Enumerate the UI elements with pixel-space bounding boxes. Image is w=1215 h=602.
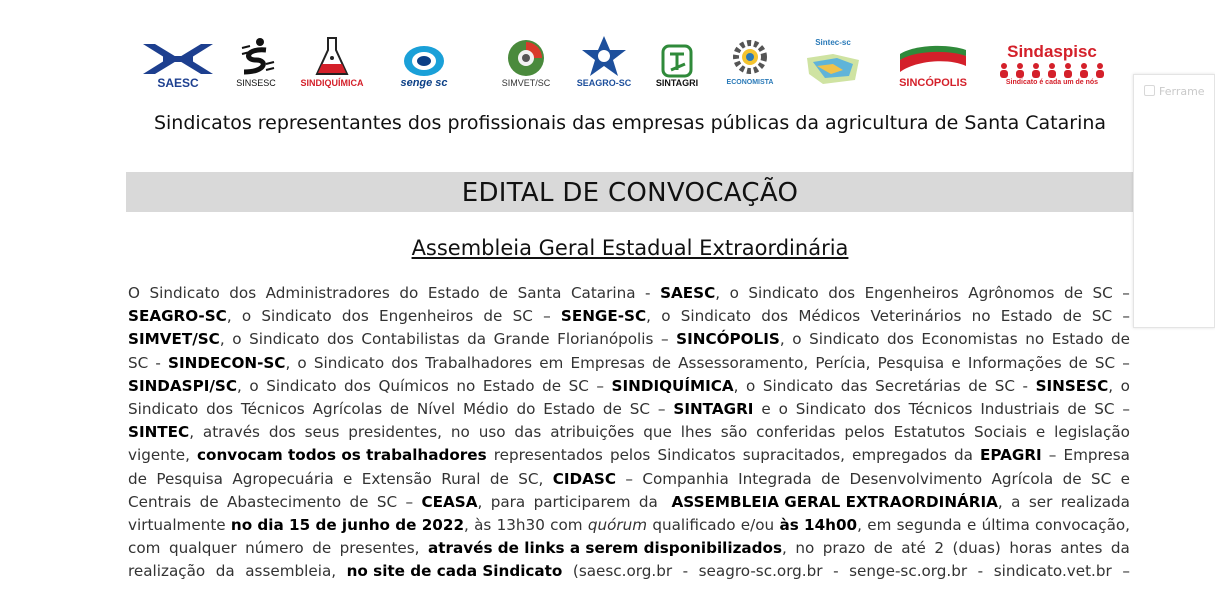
body-word: -: [977, 562, 984, 581]
body-word: Abastecimento: [226, 492, 342, 511]
body-word: prazo: [822, 539, 866, 558]
body-word: Agrônomos: [968, 284, 1055, 302]
body-word: Veterinários: [870, 307, 962, 326]
body-word: lhes: [680, 423, 712, 442]
body-word: conferidas: [756, 423, 836, 442]
body-word: SC: [1092, 284, 1113, 302]
sintagri-caption: SINTAGRI: [655, 78, 699, 88]
body-word: dos: [268, 423, 296, 442]
body-word: através: [202, 423, 260, 442]
body-word: SC: [629, 399, 650, 418]
body-word: com: [128, 539, 161, 558]
body-word: no: [971, 307, 991, 326]
body-word: dos: [229, 284, 257, 302]
body-word: –: [596, 376, 604, 395]
body-word: Sindicato: [261, 307, 332, 326]
body-word: -: [833, 562, 839, 581]
body-word: –: [543, 307, 551, 326]
body-word: horas: [1009, 539, 1052, 558]
body-line: [128, 444, 1130, 467]
body-word: de: [489, 469, 509, 488]
body-word: –: [405, 492, 414, 511]
body-word: Companhia: [642, 469, 729, 488]
body-word: de: [602, 399, 622, 418]
body-line: [128, 468, 1130, 491]
body-word: SAESC,: [660, 284, 721, 302]
body-word: qualquer: [168, 539, 237, 558]
sinsesc-logo: [230, 28, 282, 88]
body-word: ser: [1028, 492, 1053, 511]
body-word: Extensão: [361, 469, 432, 488]
document-title: EDITAL DE CONVOCAÇÃO: [461, 178, 799, 208]
body-word: Sindicato: [249, 330, 320, 349]
body-word: Médicos: [798, 307, 861, 326]
body-word: Santa: [517, 284, 562, 302]
body-word: –: [657, 399, 666, 418]
body-word: e: [951, 353, 961, 372]
body-word: da: [953, 446, 973, 465]
body-word: SC: [512, 307, 533, 326]
sintec-caption: Sintec-sc: [815, 38, 851, 47]
body-word: uso: [478, 423, 506, 442]
body-word: CEASA,: [421, 492, 483, 511]
body-word: (duas): [952, 539, 1001, 558]
body-word: de: [1062, 307, 1082, 326]
body-word: –: [625, 469, 633, 488]
body-word: de: [489, 284, 509, 302]
body-word: Economistas: [921, 330, 1018, 349]
body-word: o: [778, 399, 788, 418]
body-word: Sindicato: [762, 376, 834, 395]
tools-side-panel[interactable]: [1133, 74, 1215, 328]
body-word: o: [297, 353, 307, 372]
body-line: [128, 328, 1130, 351]
body-word: Empresa: [1063, 446, 1130, 465]
body-word: Secretárias: [875, 376, 961, 395]
body-line: [128, 375, 1130, 398]
body-word: Estado: [543, 399, 595, 418]
body-word: número: [245, 539, 304, 558]
body-word: Estado: [427, 284, 480, 302]
body-word: (saesc.org.br: [572, 562, 673, 581]
body-word: em: [539, 353, 564, 372]
body-word: SINCÓPOLIS,: [676, 330, 785, 349]
body-word: Perícia,: [815, 353, 871, 372]
simvet-caption: SIMVET/SC: [501, 78, 551, 88]
body-word: Sindicato: [313, 353, 385, 372]
body-word: Assessoramento,: [678, 353, 809, 372]
body-word: –: [1122, 284, 1130, 302]
saesc-logo: [138, 28, 218, 88]
union-logos-row: [128, 28, 1118, 92]
body-word: dos: [828, 284, 856, 302]
body-word: dos: [761, 307, 789, 326]
body-word: através de links a serem disponibilizados,: [428, 539, 787, 558]
body-word: o: [792, 330, 802, 349]
body-line: [128, 305, 1130, 328]
body-word: SINTEC,: [128, 423, 195, 442]
tools-icon: [1144, 85, 1155, 96]
body-word: –: [1122, 353, 1130, 372]
sintagri-logo: [652, 28, 702, 88]
body-word: Sindicato: [149, 284, 220, 302]
sintec-logo: [796, 28, 870, 88]
body-word: –: [1122, 399, 1130, 418]
sindiquimica-caption: SINDIQUÍMICA: [300, 78, 364, 88]
body-word: convocação,: [1035, 515, 1130, 534]
body-word: Sindicato: [128, 399, 199, 418]
body-word: SC: [568, 376, 589, 395]
body-word: vigente,: [128, 446, 190, 465]
body-word: SC: [1094, 353, 1116, 372]
body-word: e: [343, 469, 353, 488]
body-word: SC: [128, 353, 149, 372]
body-word: de: [1062, 469, 1082, 488]
body-word: atribuições: [550, 423, 635, 442]
sinsesc-caption: SINSESC: [236, 78, 276, 88]
body-line: [128, 398, 1130, 421]
body-word: de: [390, 399, 410, 418]
body-word: da: [215, 562, 235, 581]
body-word: Sindicato: [680, 307, 751, 326]
body-word: SINDIQUÍMICA,: [611, 376, 739, 395]
body-word: senge-sc.org.br: [849, 562, 968, 581]
body-word: quórum: [587, 515, 648, 534]
body-word: SC: [1091, 307, 1113, 326]
body-word: seus: [304, 423, 340, 442]
body-word: e: [1120, 469, 1130, 488]
body-word: SC: [994, 376, 1015, 395]
body-word: SINSESC,: [1035, 376, 1114, 395]
body-word: de: [199, 492, 219, 511]
body-word: de: [873, 539, 893, 558]
body-word: ASSEMBLEIA GERAL EXTRAORDINÁRIA,: [666, 492, 1003, 511]
body-word: –: [660, 330, 669, 349]
economista-logo: [720, 28, 780, 88]
body-word: SC: [1090, 469, 1112, 488]
body-word: Rural: [441, 469, 481, 488]
body-line: [128, 282, 1130, 305]
body-word: O: [128, 284, 140, 302]
body-word: de: [542, 376, 562, 395]
document-subtitle: Sindicatos representantes dos profissionais das empresas públicas da agricultura de Santa Catarina: [153, 112, 1107, 134]
body-word: até: [901, 539, 926, 558]
senge-logo: [386, 28, 462, 88]
body-word: participarem: [533, 492, 631, 511]
body-word: assembleia,: [245, 562, 337, 581]
body-word: no site de cada Sindicato: [346, 562, 563, 581]
body-word: 2: [934, 539, 945, 558]
body-word: Sociais: [974, 423, 1027, 442]
body-word: o: [661, 307, 671, 326]
body-word: de: [349, 492, 369, 511]
body-word: dos: [873, 399, 901, 418]
body-word: Técnicos: [240, 399, 305, 418]
body-word: SC: [376, 492, 398, 511]
body-word: das: [514, 423, 542, 442]
body-word: -: [645, 284, 651, 302]
body-word: antes: [1060, 539, 1103, 558]
sindaspi-caption: Sindaspisc: [1007, 42, 1097, 61]
body-word: e/ou: [740, 515, 775, 534]
body-word: última: [981, 515, 1030, 534]
body-word: Engenheiros: [378, 307, 474, 326]
body-word: dos: [206, 399, 233, 418]
body-word: dos: [326, 330, 354, 349]
body-word: de: [968, 376, 988, 395]
body-word: Médio: [462, 399, 509, 418]
body-word: sindicato.vet.br: [993, 562, 1112, 581]
seagro-logo: [574, 28, 634, 88]
body-word: -: [1022, 376, 1029, 395]
body-line: [128, 352, 1130, 375]
body-word: e: [1035, 423, 1046, 442]
body-word: Estado: [482, 376, 535, 395]
economista-caption: ECONOMISTA: [726, 79, 774, 86]
body-word: dos: [886, 330, 914, 349]
body-word: de: [821, 469, 841, 488]
sindaspi-logo: [990, 28, 1114, 88]
sincopolis-logo: [888, 28, 978, 88]
body-word: no: [450, 423, 470, 442]
body-word: -: [155, 353, 161, 372]
body-word: EPAGRI: [980, 446, 1042, 465]
body-word: virtualmente: [128, 515, 226, 534]
body-word: SINTAGRI: [673, 399, 754, 418]
body-word: SEAGRO-SC,: [128, 307, 232, 326]
body-word: Industriais: [980, 399, 1060, 418]
body-word: SINDECON-SC,: [168, 353, 291, 372]
body-word: seagro-sc.org.br: [698, 562, 823, 581]
body-line: [128, 491, 1130, 514]
body-line: [128, 560, 1130, 583]
body-word: Estado: [1000, 307, 1053, 326]
body-word: SIMVET/SC,: [128, 330, 225, 349]
body-word: Trabalhadores: [425, 353, 533, 372]
body-word: Agrícola: [991, 469, 1054, 488]
document-body: [128, 282, 1130, 583]
body-word: no: [456, 376, 476, 395]
sindiquimica-logo: [294, 28, 370, 88]
body-word: de: [128, 469, 147, 488]
body-word: dos: [344, 376, 371, 395]
body-word: –: [1048, 446, 1057, 465]
sindaspi-tagline: Sindicato é cada um de nós: [1005, 79, 1099, 86]
body-word: que: [643, 423, 672, 442]
tools-label: Ferrame: [1159, 85, 1205, 98]
body-word: SC: [1094, 399, 1115, 418]
body-word: SC,: [518, 469, 544, 488]
body-word: Administradores: [265, 284, 390, 302]
body-word: Técnicos: [908, 399, 973, 418]
body-word: às 14h00,: [779, 515, 862, 534]
body-word: dos: [391, 353, 419, 372]
senge-caption: senge sc: [400, 77, 448, 89]
body-line: [128, 421, 1130, 444]
body-word: Grande: [493, 330, 550, 349]
body-word: Agropecuária: [232, 469, 334, 488]
body-word: SENGE-SC,: [560, 307, 651, 326]
body-word: de: [1067, 399, 1087, 418]
body-word: Contabilistas: [361, 330, 460, 349]
body-word: Químicos: [378, 376, 449, 395]
body-word: de: [1068, 353, 1088, 372]
body-word: segunda: [896, 515, 962, 534]
body-word: Sindicato: [809, 330, 880, 349]
body-word: Sindicato: [795, 399, 866, 418]
body-word: da: [467, 330, 487, 349]
body-word: –: [1122, 307, 1130, 326]
body-word: Centrais: [128, 492, 192, 511]
simvet-logo: [488, 28, 564, 88]
body-word: de: [483, 307, 503, 326]
section-heading: Assembleia Geral Estadual Extraordinária: [411, 236, 849, 260]
body-word: -: [682, 562, 689, 581]
body-word: pelos: [844, 423, 885, 442]
body-word: da: [638, 492, 658, 511]
body-word: e: [761, 399, 771, 418]
body-word: o: [249, 376, 259, 395]
body-word: Estatutos: [893, 423, 966, 442]
body-line: [128, 514, 1130, 537]
body-word: do: [399, 284, 419, 302]
body-word: são: [720, 423, 748, 442]
people-icon: [996, 62, 1108, 78]
body-word: com: [550, 515, 583, 534]
body-word: presentes,: [339, 539, 420, 558]
body-word: em: [867, 515, 892, 534]
body-word: no dia 15 de junho de 2022,: [230, 515, 469, 534]
body-line: [128, 537, 1130, 560]
seagro-caption: SEAGRO-SC: [576, 78, 632, 88]
body-word: empregados: [852, 446, 947, 465]
title-banner: [126, 172, 1134, 212]
body-word: do: [516, 399, 536, 418]
body-word: convocam todos os trabalhadores: [197, 446, 487, 465]
body-word: no: [1025, 330, 1045, 349]
body-word: de: [1063, 284, 1083, 302]
body-word: Sindicato: [266, 376, 337, 395]
body-word: Nível: [416, 399, 456, 418]
body-word: Informações: [967, 353, 1062, 372]
body-word: o: [746, 376, 756, 395]
body-word: Engenheiros: [864, 284, 959, 302]
body-word: legislação: [1054, 423, 1130, 442]
body-word: qualificado: [652, 515, 736, 534]
body-word: presidentes,: [348, 423, 442, 442]
body-word: e: [967, 515, 977, 534]
body-word: o: [232, 330, 242, 349]
body-word: Catarina: [570, 284, 636, 302]
body-word: CIDASC: [552, 469, 616, 488]
body-word: Sindicato: [748, 284, 819, 302]
body-word: representados: [493, 446, 603, 465]
saesc-caption: SAESC: [157, 76, 199, 90]
body-word: Empresas: [570, 353, 645, 372]
body-word: Pesquisa: [156, 469, 223, 488]
body-word: 13h30: [496, 515, 545, 534]
body-word: realização: [128, 562, 206, 581]
body-word: a: [1011, 492, 1021, 511]
body-word: Agrícolas: [312, 399, 383, 418]
body-word: de: [312, 539, 332, 558]
body-word: supracitados,: [742, 446, 845, 465]
body-word: SINDASPI/SC,: [128, 376, 242, 395]
sincopolis-caption: SINCÓPOLIS: [899, 77, 967, 89]
body-word: o: [729, 284, 739, 302]
body-word: Pesquisa: [877, 353, 945, 372]
body-word: dos: [341, 307, 369, 326]
body-word: Sindicatos: [657, 446, 736, 465]
body-word: às: [474, 515, 492, 534]
body-word: no: [795, 539, 815, 558]
body-word: o: [1120, 376, 1130, 395]
body-word: Estado: [1051, 330, 1104, 349]
body-word: Florianópolis: [557, 330, 654, 349]
body-word: Integrada: [738, 469, 812, 488]
body-word: Desenvolvimento: [849, 469, 983, 488]
body-word: de: [652, 353, 672, 372]
body-word: da: [1110, 539, 1130, 558]
body-word: o: [241, 307, 252, 326]
body-word: de: [1111, 330, 1130, 349]
body-word: para: [490, 492, 526, 511]
body-word: realizada: [1060, 492, 1130, 511]
body-word: –: [1122, 562, 1130, 581]
body-word: pelos: [609, 446, 651, 465]
body-word: das: [840, 376, 868, 395]
